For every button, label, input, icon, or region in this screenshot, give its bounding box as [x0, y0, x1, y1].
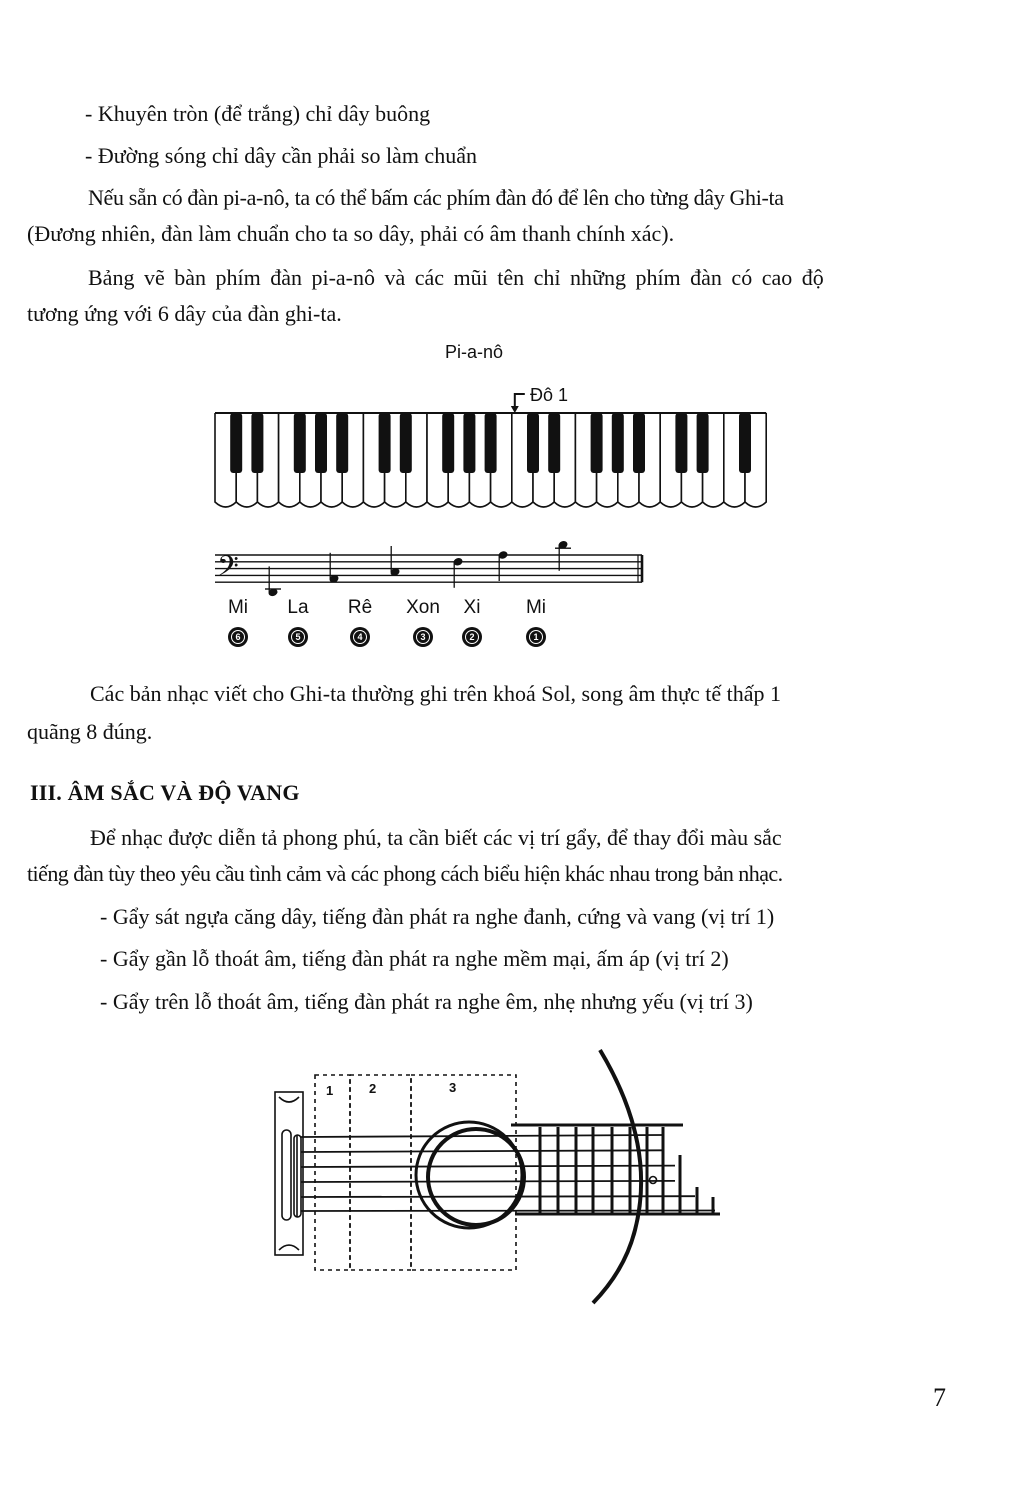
note-name-label: La	[287, 597, 309, 618]
black-key	[527, 413, 539, 473]
string-number-badge	[526, 627, 546, 647]
black-key	[612, 413, 624, 473]
page-number: 7	[933, 1383, 946, 1412]
note-name-label: Xon	[406, 597, 440, 618]
piano-tuning-line-2: (Đương nhiên, đàn làm chuẩn cho ta so dây, phải có âm thanh chính xác).	[27, 221, 675, 246]
string-number-badge	[462, 627, 482, 647]
zone-2-box	[350, 1075, 411, 1270]
string-number-badge	[350, 627, 370, 647]
position-item-2: - Gẩy gần lỗ thoát âm, tiếng đàn phát ra nghe mềm mại, ấm áp (vị trí 2)	[100, 946, 729, 971]
guitar-string	[301, 1150, 663, 1152]
zone-label-3: 3	[449, 1080, 457, 1095]
zone-label-1: 1	[326, 1083, 334, 1098]
note-name-label: Xi	[463, 597, 481, 618]
black-key	[633, 413, 645, 473]
black-key	[400, 413, 412, 473]
black-key	[379, 413, 391, 473]
clef-note-line-2: quãng 8 đúng.	[27, 719, 153, 744]
black-key	[251, 413, 263, 473]
bridge	[275, 1092, 303, 1255]
clef-note-line-1: Các bản nhạc viết cho Ghi-ta thường ghi trên khoá Sol, song âm thực tế thấp 1	[90, 681, 782, 706]
section-heading: III. ÂM SẮC VÀ ĐỘ VANG	[30, 780, 300, 805]
bass-staff	[210, 525, 650, 605]
black-key	[230, 413, 242, 473]
position-item-1: - Gẩy sát ngựa căng dây, tiếng đàn phát ra nghe đanh, cứng và vang (vị trí 1)	[100, 904, 775, 929]
guitar-diagram	[265, 1045, 725, 1315]
position-item-3: - Gẩy trên lỗ thoát âm, tiếng đàn phát ra nghe êm, nhẹ nhưng yếu (vị trí 3)	[100, 989, 753, 1014]
string-number-badge	[288, 627, 308, 647]
fret-marker-dot	[650, 1177, 657, 1184]
keyboard-desc-line-2: tương ứng với 6 dây của đàn ghi-ta.	[27, 301, 342, 326]
black-key	[591, 413, 603, 473]
black-key	[442, 413, 454, 473]
black-key	[463, 413, 475, 473]
guitar-string	[301, 1135, 663, 1137]
string-number: 5	[291, 630, 305, 644]
guitar-string	[301, 1196, 695, 1197]
guitar-string	[301, 1166, 675, 1167]
black-key	[548, 413, 560, 473]
note-name-label: Rê	[347, 597, 373, 618]
piano-caption: Pi-a-nô	[445, 342, 504, 362]
black-key	[675, 413, 687, 473]
note-name-label: Mi	[227, 597, 249, 618]
keyboard-desc-line-1: Bảng vẽ bàn phím đàn pi-a-nô và các mũi tên chỉ những phím đàn có cao độ	[88, 265, 824, 290]
string-number: 1	[529, 630, 543, 644]
guitar-strings	[301, 1135, 715, 1211]
bass-clef-icon: 𝄢	[217, 550, 239, 591]
piano-keyboard	[210, 390, 770, 510]
black-key	[485, 413, 497, 473]
string-number: 2	[465, 630, 479, 644]
do1-arrowhead-icon	[511, 406, 519, 413]
black-key	[697, 413, 709, 473]
bullet-open-circle: - Khuyên tròn (để trắng) chỉ dây buông	[85, 101, 431, 126]
string-number: 6	[231, 630, 245, 644]
zone-1-box	[315, 1075, 350, 1270]
guitar-body-curve	[593, 1050, 641, 1303]
bullet-wavy-line: - Đường sóng chỉ dây cần phải so làm chuẩn	[85, 143, 477, 168]
note-name-label: Mi	[525, 597, 547, 618]
zone-label-2: 2	[369, 1081, 377, 1096]
string-number: 4	[353, 630, 367, 644]
guitar-string	[301, 1181, 675, 1182]
string-number-badge	[228, 627, 248, 647]
fretboard	[511, 1125, 720, 1214]
black-key	[739, 413, 751, 473]
section-intro-line-2: tiếng đàn tùy theo yêu cầu tình cảm và các phong cách biểu hiện khác nhau trong bản nhạc.	[27, 861, 783, 886]
do1-marker-label: Đô 1	[530, 385, 569, 405]
piano-tuning-line-1: Nếu sẵn có đàn pi-a-nô, ta có thể bấm các phím đàn đó để lên cho từng dây Ghi-ta	[88, 185, 784, 210]
black-key	[315, 413, 327, 473]
black-key	[336, 413, 348, 473]
string-number: 3	[416, 630, 430, 644]
section-intro-line-1: Để nhạc được diễn tả phong phú, ta cần biết các vị trí gẩy, để thay đổi màu sắc	[90, 825, 782, 850]
black-key	[294, 413, 306, 473]
string-number-badge	[413, 627, 433, 647]
